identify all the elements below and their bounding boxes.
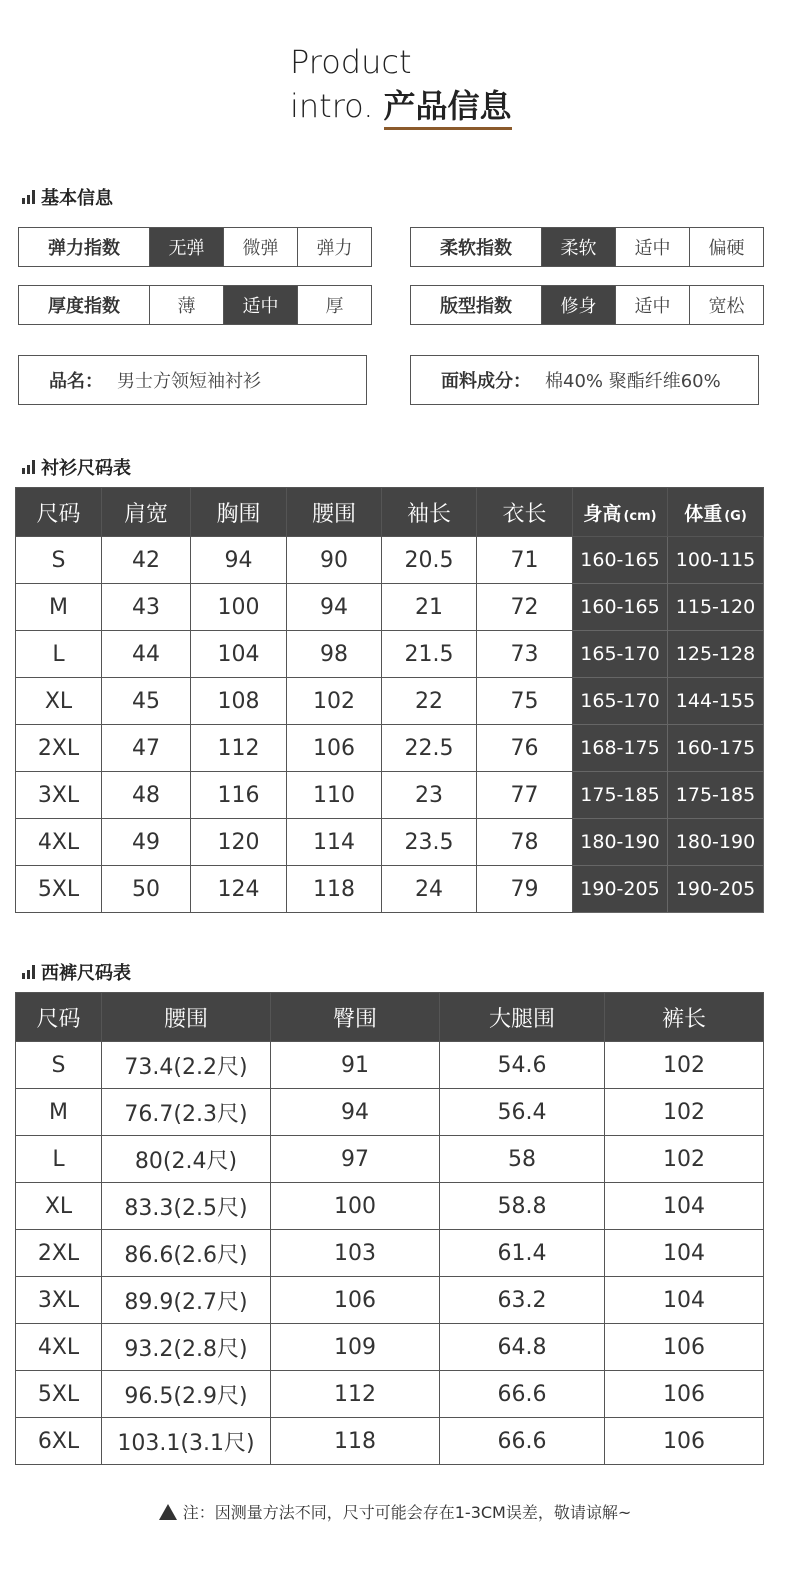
table-cell: 6XL — [16, 1418, 102, 1465]
table-cell: 86.6(2.6尺) — [102, 1230, 271, 1277]
col-header: 尺码 — [16, 488, 102, 537]
table-cell: 42 — [102, 537, 191, 584]
basic-info-heading: 基本信息 — [22, 184, 113, 210]
table-cell: 160-165 — [573, 537, 668, 584]
index-option: 厚 — [325, 296, 344, 317]
index-option: 微弹 — [224, 228, 298, 266]
col-header: 臀围 — [271, 993, 440, 1042]
table-cell: 165-170 — [573, 678, 668, 725]
table-cell: 104 — [605, 1277, 764, 1324]
table-cell: 22.5 — [382, 725, 477, 772]
table-cell: 49 — [102, 819, 191, 866]
table-cell: 116 — [191, 772, 287, 819]
table-cell: 100-115 — [668, 537, 764, 584]
table-cell: 115-120 — [668, 584, 764, 631]
measurement-note: 注：因测量方法不同，尺寸可能会存在1-3CM误差，敬请谅解~ — [0, 1500, 790, 1523]
table-cell: 106 — [605, 1324, 764, 1371]
table-cell: 190-205 — [573, 866, 668, 913]
table-cell: 66.6 — [440, 1418, 605, 1465]
index-thickness — [18, 285, 372, 325]
table-cell: 78 — [477, 819, 573, 866]
table-cell: 168-175 — [573, 725, 668, 772]
shirt-size-heading: 衬衫尺码表 — [22, 454, 131, 480]
index-option: 偏硬 — [708, 238, 745, 259]
title-en-line1: Product — [290, 43, 412, 81]
table-cell: 21.5 — [382, 631, 477, 678]
index-label: 厚度指数 — [19, 286, 150, 324]
table-cell: 104 — [605, 1183, 764, 1230]
table-cell: 144-155 — [668, 678, 764, 725]
table-cell: 106 — [271, 1277, 440, 1324]
table-row — [16, 1418, 764, 1465]
table-cell: 20.5 — [382, 537, 477, 584]
table-cell: 23.5 — [382, 819, 477, 866]
table-row — [16, 631, 764, 678]
table-row — [16, 1371, 764, 1418]
table-cell: 108 — [191, 678, 287, 725]
fabric-box — [410, 355, 759, 405]
table-cell: 23 — [382, 772, 477, 819]
index-option: 弹力 — [316, 238, 353, 259]
col-header: 尺码 — [16, 993, 102, 1042]
table-cell: 76.7(2.3尺) — [102, 1089, 271, 1136]
index-fit — [410, 285, 764, 325]
table-cell: 61.4 — [440, 1230, 605, 1277]
table-row — [16, 1324, 764, 1371]
table-cell: M — [16, 1089, 102, 1136]
table-row — [16, 1089, 764, 1136]
table-cell: 58.8 — [440, 1183, 605, 1230]
fabric-key: 面料成分： — [441, 371, 531, 392]
table-cell: 102 — [605, 1089, 764, 1136]
table-cell: 120 — [191, 819, 287, 866]
index-option: 无弹 — [150, 228, 224, 266]
shirt-size-table — [15, 487, 764, 913]
table-cell: M — [16, 584, 102, 631]
table-cell: 160-175 — [668, 725, 764, 772]
table-cell: 103 — [271, 1230, 440, 1277]
table-cell: 44 — [102, 631, 191, 678]
table-cell: S — [16, 1042, 102, 1089]
table-cell: 104 — [191, 631, 287, 678]
table-cell: 73.4(2.2尺) — [102, 1042, 271, 1089]
table-cell: 75 — [477, 678, 573, 725]
table-row — [16, 866, 764, 913]
product-name-value: 男士方领短袖衬衫 — [117, 371, 261, 392]
pants-size-table — [15, 992, 764, 1465]
bar-chart-icon — [22, 460, 35, 474]
index-option: 修身 — [542, 286, 616, 324]
col-header: 肩宽 — [102, 488, 191, 537]
table-cell: 54.6 — [440, 1042, 605, 1089]
product-name-box — [18, 355, 367, 405]
title-en-line2: intro. — [290, 87, 374, 125]
col-header: 腰围 — [102, 993, 271, 1042]
table-row — [16, 1230, 764, 1277]
table-cell: 180-190 — [573, 819, 668, 866]
table-cell: 4XL — [16, 1324, 102, 1371]
table-header-row — [16, 993, 764, 1042]
col-header: 袖长 — [382, 488, 477, 537]
table-cell: 79 — [477, 866, 573, 913]
table-cell: 83.3(2.5尺) — [102, 1183, 271, 1230]
table-cell: XL — [16, 678, 102, 725]
table-cell: 112 — [271, 1371, 440, 1418]
index-elasticity — [18, 227, 372, 267]
table-cell: L — [16, 631, 102, 678]
table-row — [16, 537, 764, 584]
table-cell: 118 — [287, 866, 382, 913]
col-header-weight: 体重 (G) — [668, 488, 764, 537]
table-cell: 76 — [477, 725, 573, 772]
table-row — [16, 1183, 764, 1230]
col-header: 大腿围 — [440, 993, 605, 1042]
table-row — [16, 1277, 764, 1324]
table-cell: 56.4 — [440, 1089, 605, 1136]
table-cell: 97 — [271, 1136, 440, 1183]
table-cell: 94 — [271, 1089, 440, 1136]
table-cell: L — [16, 1136, 102, 1183]
table-cell: 47 — [102, 725, 191, 772]
warning-icon — [159, 1504, 177, 1520]
table-cell: 93.2(2.8尺) — [102, 1324, 271, 1371]
table-cell: 21 — [382, 584, 477, 631]
table-cell: 104 — [605, 1230, 764, 1277]
table-row — [16, 819, 764, 866]
col-header: 衣长 — [477, 488, 573, 537]
table-cell: 64.8 — [440, 1324, 605, 1371]
table-cell: 71 — [477, 537, 573, 584]
col-header-height: 身高 (cm) — [573, 488, 668, 537]
table-cell: 22 — [382, 678, 477, 725]
table-cell: XL — [16, 1183, 102, 1230]
table-cell: 24 — [382, 866, 477, 913]
index-option: 薄 — [150, 286, 224, 324]
table-cell: 102 — [605, 1136, 764, 1183]
table-cell: 66.6 — [440, 1371, 605, 1418]
table-cell: 94 — [287, 584, 382, 631]
title-zh: 产品信息 — [384, 84, 512, 128]
table-cell: 100 — [191, 584, 287, 631]
table-cell: 175-185 — [573, 772, 668, 819]
table-cell: 100 — [271, 1183, 440, 1230]
table-cell: 125-128 — [668, 631, 764, 678]
table-cell: 2XL — [16, 725, 102, 772]
table-cell: 5XL — [16, 866, 102, 913]
table-cell: 45 — [102, 678, 191, 725]
table-cell: 80(2.4尺) — [102, 1136, 271, 1183]
table-cell: 190-205 — [668, 866, 764, 913]
table-cell: 43 — [102, 584, 191, 631]
table-cell: 112 — [191, 725, 287, 772]
index-label: 柔软指数 — [411, 228, 542, 266]
index-option: 宽松 — [708, 296, 745, 317]
index-label: 版型指数 — [411, 286, 542, 324]
bar-chart-icon — [22, 190, 35, 204]
col-header: 裤长 — [605, 993, 764, 1042]
table-cell: 106 — [605, 1371, 764, 1418]
index-option: 适中 — [224, 286, 298, 324]
table-row — [16, 772, 764, 819]
table-cell: 165-170 — [573, 631, 668, 678]
index-label: 弹力指数 — [19, 228, 150, 266]
pants-size-heading: 西裤尺码表 — [22, 959, 131, 985]
fabric-value: 棉40% 聚酯纤维60% — [545, 371, 721, 392]
table-cell: S — [16, 537, 102, 584]
product-name-key: 品名： — [49, 371, 103, 392]
table-cell: 89.9(2.7尺) — [102, 1277, 271, 1324]
table-row — [16, 678, 764, 725]
table-cell: 3XL — [16, 1277, 102, 1324]
index-softness — [410, 227, 764, 267]
table-row — [16, 725, 764, 772]
table-cell: 103.1(3.1尺) — [102, 1418, 271, 1465]
index-option: 适中 — [616, 228, 690, 266]
table-cell: 63.2 — [440, 1277, 605, 1324]
table-cell: 114 — [287, 819, 382, 866]
table-cell: 175-185 — [668, 772, 764, 819]
table-cell: 98 — [287, 631, 382, 678]
bar-chart-icon — [22, 965, 35, 979]
table-cell: 102 — [605, 1042, 764, 1089]
table-cell: 110 — [287, 772, 382, 819]
col-header: 胸围 — [191, 488, 287, 537]
page-title — [290, 40, 512, 128]
table-cell: 109 — [271, 1324, 440, 1371]
table-cell: 90 — [287, 537, 382, 584]
table-row — [16, 584, 764, 631]
table-cell: 94 — [191, 537, 287, 584]
table-cell: 58 — [440, 1136, 605, 1183]
table-cell: 118 — [271, 1418, 440, 1465]
table-cell: 124 — [191, 866, 287, 913]
index-option: 适中 — [616, 286, 690, 324]
index-option: 柔软 — [542, 228, 616, 266]
table-cell: 72 — [477, 584, 573, 631]
table-cell: 2XL — [16, 1230, 102, 1277]
col-header: 腰围 — [287, 488, 382, 537]
table-cell: 106 — [287, 725, 382, 772]
table-cell: 102 — [287, 678, 382, 725]
table-cell: 4XL — [16, 819, 102, 866]
table-cell: 50 — [102, 866, 191, 913]
table-cell: 160-165 — [573, 584, 668, 631]
table-cell: 96.5(2.9尺) — [102, 1371, 271, 1418]
table-header-row — [16, 488, 764, 537]
table-cell: 106 — [605, 1418, 764, 1465]
table-cell: 48 — [102, 772, 191, 819]
table-cell: 3XL — [16, 772, 102, 819]
table-cell: 77 — [477, 772, 573, 819]
table-cell: 180-190 — [668, 819, 764, 866]
table-row — [16, 1136, 764, 1183]
table-cell: 73 — [477, 631, 573, 678]
table-cell: 5XL — [16, 1371, 102, 1418]
table-cell: 91 — [271, 1042, 440, 1089]
table-row — [16, 1042, 764, 1089]
